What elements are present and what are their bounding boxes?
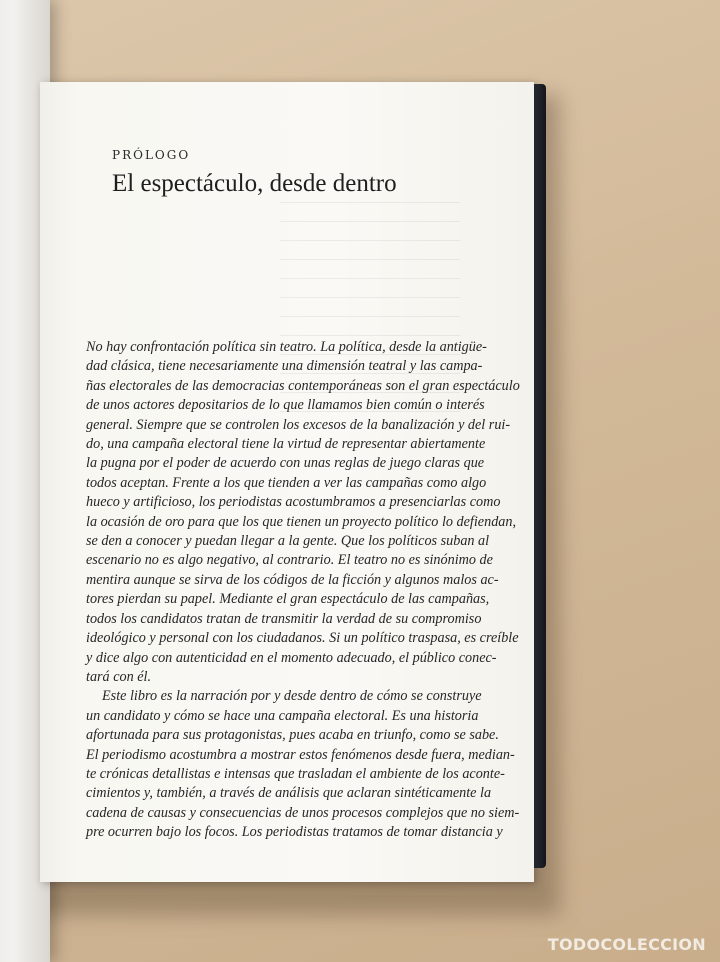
text-line: escenario no es algo negativo, al contrario. El teatro no es sinónimo de — [86, 552, 493, 569]
text-line: un candidato y cómo se hace una campaña electoral. Es una historia — [86, 707, 479, 724]
text-line: No hay confrontación política sin teatro. La política, desde la antigüe- — [86, 339, 487, 355]
text-line: la ocasión de oro para que los que tienen un proyecto político lo defiendan, — [86, 513, 517, 530]
text-line: la pugna por el poder de acuerdo con unas reglas de juego claras que — [86, 455, 485, 472]
text-line: tores pierdan su papel. Mediante el gran espectáculo de las campañas, — [86, 591, 490, 608]
text-line: ideológico y personal con los ciudadanos. Si un político traspasa, es creíble — [86, 630, 519, 647]
text-line: ñas electorales de las democracias contemporáneas son el gran espectáculo — [86, 377, 520, 394]
text-line: y dice algo con autenticidad en el momento adecuado, el público conec- — [86, 649, 497, 666]
text-line: de unos actores depositarios de lo que llamamos bien común o interés — [86, 397, 485, 414]
text-line: mentira aunque se sirva de los códigos de la ficción y algunos malos ac- — [86, 571, 499, 588]
text-line: cimientos y, también, a través de análisis que aclaran sintéticamente la — [86, 785, 492, 802]
text-line: Este libro es la narración por y desde dentro de cómo se construye — [102, 688, 482, 705]
text-line: do, una campaña electoral tiene la virtud de representar abiertamente — [86, 436, 486, 453]
text-line: dad clásica, tiene necesariamente una dimensión teatral y las campa- — [86, 358, 483, 375]
text-line: general. Siempre que se controlen los excesos de la banalización y del rui- — [86, 416, 511, 433]
text-line: pre ocurren bajo los focos. Los periodistas tratamos de tomar distancia y — [86, 824, 503, 841]
book-page — [40, 82, 534, 882]
text-line: se den a conocer y puedan llegar a la gente. Que los políticos suban al — [86, 533, 490, 550]
body-text — [86, 338, 520, 843]
text-line: te crónicas detallistas e intensas que trasladan el ambiente de los aconte- — [86, 765, 505, 782]
text-line: hueco y artificioso, los periodistas acostumbramos a presenciarlas como — [86, 494, 501, 511]
text-line: todos los candidatos tratan de transmitir la verdad de su compromiso — [86, 610, 482, 627]
chapter-title: El espectáculo, desde dentro — [112, 170, 397, 197]
text-line: todos aceptan. Frente a los que tienden a ver las campañas como algo — [86, 474, 487, 491]
watermark-logo: TODOCOLECCION — [547, 935, 706, 954]
chapter-kicker: PRÓLOGO — [112, 148, 191, 162]
text-line: tará con él. — [86, 668, 152, 685]
text-line: cadena de causas y consecuencias de unos procesos complejos que no siem- — [86, 804, 520, 821]
text-line: El periodismo acostumbra a mostrar estos fenómenos desde fuera, median- — [86, 746, 515, 763]
text-line: afortunada para sus protagonistas, pues acaba en triunfo, como se sabe. — [86, 727, 499, 744]
